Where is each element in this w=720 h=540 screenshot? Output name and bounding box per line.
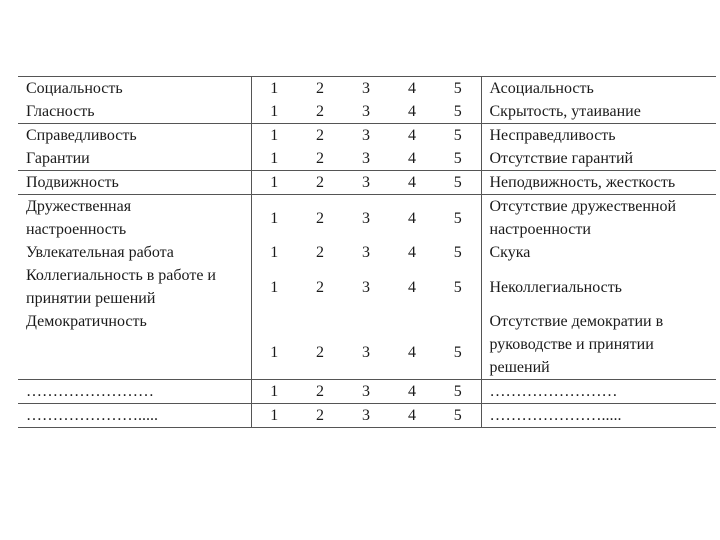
semantic-differential-table	[18, 76, 716, 428]
table-row	[18, 310, 716, 380]
left-pole: Дружественная настроенность	[18, 195, 251, 242]
score-1: 1	[251, 195, 297, 242]
row-group-4	[18, 195, 716, 380]
score-2: 2	[316, 278, 324, 296]
right-pole: ………………….....	[481, 404, 716, 428]
score-2: 2	[297, 380, 343, 404]
score-2: 2	[316, 244, 324, 261]
right-pole: Скрытость, утаивание	[481, 100, 716, 124]
score-3: 3	[362, 103, 370, 120]
score-3: 3	[362, 244, 370, 261]
score-5: 5	[453, 103, 462, 120]
score-1: 1	[251, 77, 297, 101]
score-3: 3	[343, 171, 389, 195]
right-pole: ……………………	[481, 380, 716, 404]
score-5: 5	[453, 344, 462, 361]
score-4: 4	[389, 124, 435, 148]
left-pole: ……………………	[18, 380, 251, 404]
score-5: 5	[435, 195, 481, 242]
score-3: 3	[343, 404, 389, 428]
score-3: 3	[362, 278, 370, 296]
score-5: 5	[435, 124, 481, 148]
score-1: 1	[270, 344, 279, 361]
score-1: 1	[251, 124, 297, 148]
table-row	[18, 77, 716, 101]
left-pole: ………………….....	[18, 404, 251, 428]
left-pole: Справедливость	[18, 124, 251, 148]
score-3: 3	[343, 124, 389, 148]
left-pole: Подвижность	[18, 171, 251, 195]
score-4: 4	[408, 150, 416, 167]
score-5: 5	[435, 404, 481, 428]
score-1: 1	[270, 103, 279, 120]
right-pole: Отсутствие демократии в руководстве и принятии решений	[481, 310, 716, 380]
score-4: 4	[408, 244, 416, 261]
score-5: 5	[435, 171, 481, 195]
table-row	[18, 147, 716, 171]
score-1: 1	[251, 171, 297, 195]
score-3: 3	[362, 344, 370, 361]
table-row	[18, 404, 716, 428]
right-pole: Неподвижность, жесткость	[481, 171, 716, 195]
score-1: 1	[251, 380, 297, 404]
score-4: 4	[389, 404, 435, 428]
score-2: 2	[297, 124, 343, 148]
score-5: 5	[435, 380, 481, 404]
score-5: 5	[453, 244, 462, 261]
score-5: 5	[435, 77, 481, 101]
score-2: 2	[297, 195, 343, 242]
score-1: 1	[270, 244, 279, 261]
left-pole: Демократичность	[18, 310, 251, 380]
score-3: 3	[362, 150, 370, 167]
score-4: 4	[389, 195, 435, 242]
score-1: 1	[251, 404, 297, 428]
score-2: 2	[316, 103, 324, 120]
row-group-5	[18, 380, 716, 404]
right-pole: Отсутствие дружественной настроенности	[481, 195, 716, 242]
score-2: 2	[316, 344, 324, 361]
score-5: 5	[453, 150, 462, 167]
score-4: 4	[408, 278, 416, 296]
score-1: 1	[270, 278, 279, 296]
left-pole: Социальность	[18, 77, 251, 101]
row-group-3	[18, 171, 716, 195]
left-pole: Увлекательная работа	[18, 241, 251, 264]
right-pole: Несправедливость	[481, 124, 716, 148]
table-row	[18, 380, 716, 404]
right-pole: Асоциальность	[481, 77, 716, 101]
score-4: 4	[408, 344, 416, 361]
row-group-6	[18, 404, 716, 428]
right-pole: Отсутствие гарантий	[481, 147, 716, 171]
score-1: 1	[270, 150, 279, 167]
score-3: 3	[343, 195, 389, 242]
left-pole: Гарантии	[18, 147, 251, 171]
row-group-2	[18, 124, 716, 171]
score-2: 2	[297, 77, 343, 101]
table-row	[18, 264, 716, 310]
score-4: 4	[389, 380, 435, 404]
table-row	[18, 124, 716, 148]
score-4: 4	[389, 171, 435, 195]
score-2: 2	[297, 171, 343, 195]
right-pole: Скука	[481, 241, 716, 264]
row-group-1	[18, 77, 716, 124]
score-2: 2	[297, 404, 343, 428]
table-row	[18, 100, 716, 124]
table-row	[18, 171, 716, 195]
left-pole: Коллегиальность в работе и принятии решений	[18, 264, 251, 310]
score-4: 4	[389, 77, 435, 101]
score-3: 3	[343, 380, 389, 404]
score-2: 2	[316, 150, 324, 167]
score-5: 5	[453, 278, 462, 296]
table-row	[18, 195, 716, 242]
score-4: 4	[408, 103, 416, 120]
table-row	[18, 241, 716, 264]
score-3: 3	[343, 77, 389, 101]
right-pole: Неколлегиальность	[481, 264, 716, 310]
left-pole: Гласность	[18, 100, 251, 124]
